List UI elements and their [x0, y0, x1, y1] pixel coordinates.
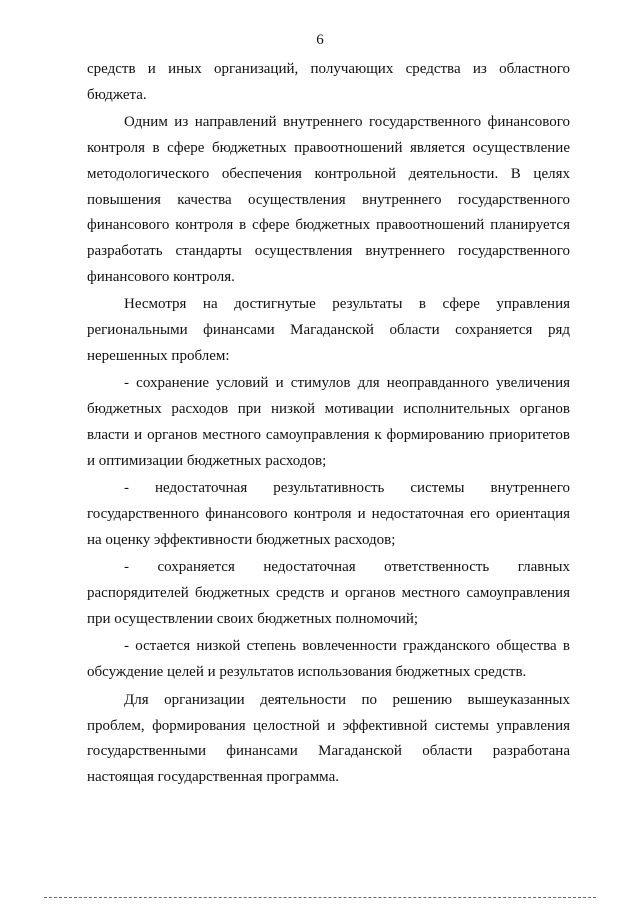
page-number: 6	[316, 32, 324, 48]
paragraph-methodology: Одним из направлений внутреннего государственного финансового контроля в сфере бюджетных правоотношений является осуществление методологического обеспечения контрольной деятельности. В целях повышения качества осуществления внутреннего государственного финансового контроля в сфере бюджетных правоотношений планируется разработать стандарты осуществления внутреннего государственного финансового контроля.	[87, 114, 570, 285]
list-item-problem-2: - недостаточная результативность системы внутреннего государственного финансового контроля и недостаточная его ориентация на оценку эффективности бюджетных расходов;	[87, 480, 570, 548]
document-body	[87, 57, 570, 793]
list-item-problem-1: - сохранение условий и стимулов для неоправданного увеличения бюджетных расходов при низкой мотивации исполнительных органов власти и органов местного самоуправления к формированию приоритетов и оптимизации бюджетных расходов;	[87, 375, 570, 469]
paragraph-continuation: средств и иных организаций, получающих средства из областного бюджета.	[87, 61, 570, 103]
page-bottom-divider	[44, 897, 596, 898]
paragraph-problems-intro: Несмотря на достигнутые результаты в сфере управления региональными финансами Магаданской области сохраняется ряд нерешенных проблем:	[87, 296, 570, 364]
paragraph-conclusion: Для организации деятельности по решению вышеуказанных проблем, формирования целостной и эффективной системы управления государственными финансами Магаданской области разработана настоящая государственная программа.	[87, 691, 570, 785]
list-item-problem-3: - сохраняется недостаточная ответственность главных распорядителей бюджетных средств и органов местного самоуправления при осуществлении своих бюджетных полномочий;	[87, 559, 570, 627]
list-item-problem-4: - остается низкой степень вовлеченности гражданского общества в обсуждение целей и результатов использования бюджетных средств.	[87, 638, 570, 681]
